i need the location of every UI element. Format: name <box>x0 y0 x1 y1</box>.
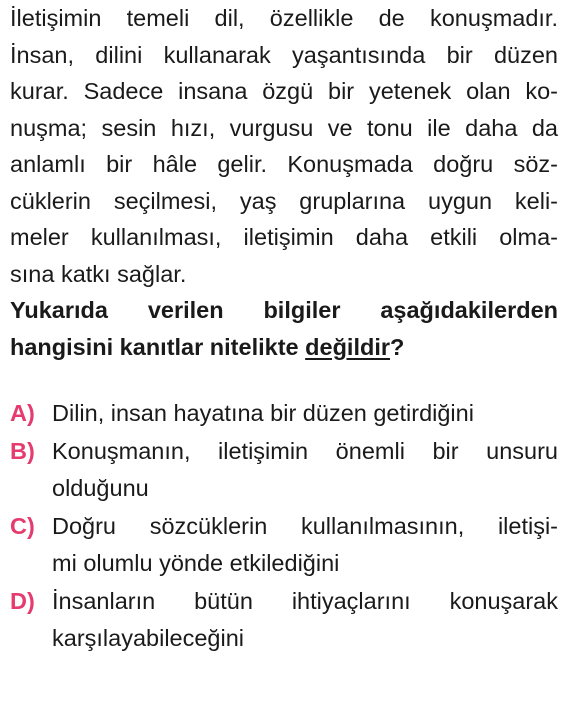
answer-options <box>10 395 558 658</box>
question-mark: ? <box>390 333 405 360</box>
option-letter: D) <box>10 587 35 614</box>
option-letter: C) <box>10 512 35 539</box>
negation-word: değildir <box>305 333 391 360</box>
option-text: İnsanların bütün ihtiyaçlarını konuşarak <box>52 587 558 614</box>
option-text: karşılayabileceğini <box>52 625 245 651</box>
passage <box>10 0 558 292</box>
passage-line: sına katkı sağlar. <box>10 260 187 287</box>
option-text: Konuşmanın, iletişimin önemli bir unsuru <box>52 437 558 464</box>
option-a[interactable] <box>10 395 558 433</box>
option-text: mi olumlu yönde etkilediğini <box>52 550 340 576</box>
option-d[interactable] <box>10 583 558 658</box>
passage-line: anlamlı bir hâle gelir. Konuşmada doğru söz- <box>10 151 558 177</box>
question-text: hangisini kanıtlar nitelikte <box>10 333 306 360</box>
question-stem <box>10 292 558 365</box>
passage-line: İletişimin temeli dil, özellikle de konuşmadır. <box>10 5 558 31</box>
passage-line: meler kullanılması, iletişimin daha etkili olma- <box>10 224 558 250</box>
passage-line: kurar. Sadece insana özgü bir yetenek olan ko- <box>10 78 558 104</box>
passage-line: cüklerin seçilmesi, yaş gruplarına uygun keli- <box>10 187 558 214</box>
option-letter: A) <box>10 400 35 426</box>
option-text: Dilin, insan hayatına bir düzen getirdiğini <box>52 400 474 426</box>
option-c[interactable] <box>10 508 558 583</box>
option-text: Doğru sözcüklerin kullanılmasının, iletişi- <box>52 512 558 539</box>
option-b[interactable] <box>10 433 558 508</box>
option-text: olduğunu <box>52 475 149 501</box>
option-letter: B) <box>10 437 35 464</box>
passage-line: İnsan, dilini kullanarak yaşantısında bir düzen <box>10 41 558 68</box>
question-line: Yukarıda verilen bilgiler aşağıdakilerden <box>10 297 558 323</box>
passage-line: nuşma; sesin hızı, vurgusu ve tonu ile daha da <box>10 114 558 141</box>
question-page <box>10 0 558 658</box>
question-line <box>10 329 558 366</box>
